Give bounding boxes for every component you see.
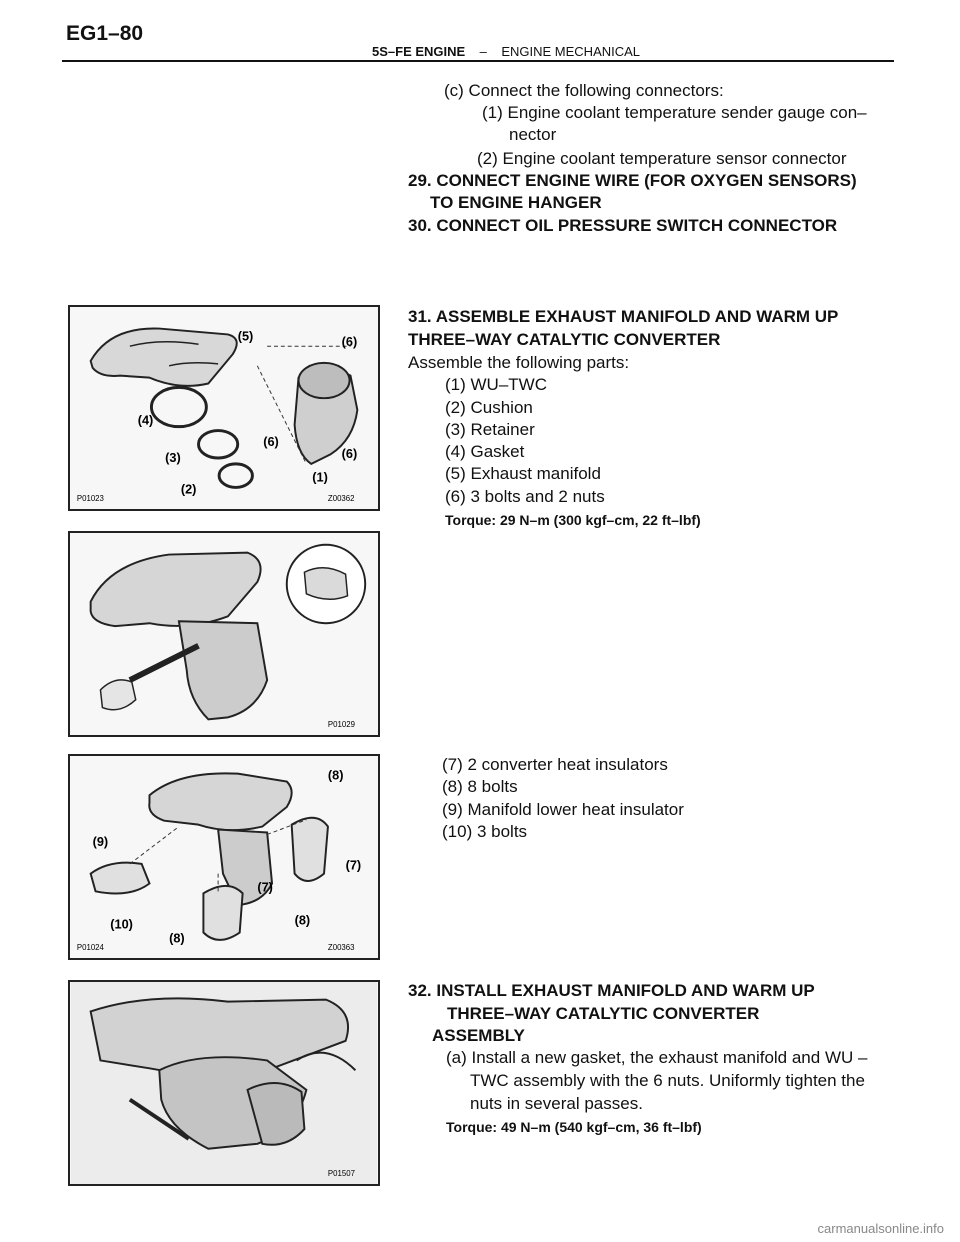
figure-code: P01507 bbox=[327, 1169, 355, 1179]
parts-item: (3) Retainer bbox=[445, 420, 535, 439]
callout-label: (5) bbox=[237, 328, 254, 344]
figure-code: Z00363 bbox=[327, 943, 355, 953]
callout-label: (8) bbox=[169, 930, 185, 946]
step-29-heading: 29. CONNECT ENGINE WIRE (FOR OXYGEN SENSORS) bbox=[408, 171, 857, 190]
torque-manifold-illustration bbox=[70, 533, 378, 735]
exploded-manifold-illustration bbox=[70, 307, 378, 509]
parts-item: (9) Manifold lower heat insulator bbox=[442, 800, 684, 819]
callout-label: (9) bbox=[92, 834, 109, 850]
callout-label: (6) bbox=[341, 446, 358, 462]
header-rule bbox=[62, 60, 894, 62]
callout-label: (2) bbox=[180, 481, 197, 497]
callout-label: (3) bbox=[165, 449, 181, 465]
callout-label: (7) bbox=[257, 879, 273, 895]
step-c-item1: (1) Engine coolant temperature sender gauge con– bbox=[482, 103, 867, 122]
torque-spec: Torque: 29 N–m (300 kgf–cm, 22 ft–lbf) bbox=[445, 512, 701, 528]
step-32-heading-cont2: ASSEMBLY bbox=[432, 1026, 525, 1045]
header-chapter bbox=[372, 44, 640, 59]
figure-installed-assembly bbox=[68, 980, 380, 1186]
chapter-name: 5S–FE ENGINE bbox=[372, 44, 466, 59]
parts-item: (8) 8 bolts bbox=[442, 777, 518, 796]
callout-label: (7) bbox=[345, 857, 362, 873]
page-code: EG1–80 bbox=[66, 22, 144, 45]
parts-item: (6) 3 bolts and 2 nuts bbox=[445, 487, 605, 506]
figure-heat-insulators bbox=[68, 754, 380, 960]
callout-label: (10) bbox=[110, 916, 133, 932]
step-32-heading-cont: THREE–WAY CATALYTIC CONVERTER bbox=[447, 1004, 760, 1023]
parts-item: (10) 3 bolts bbox=[442, 822, 528, 841]
parts-item: (1) WU–TWC bbox=[445, 375, 547, 394]
parts-item: (4) Gasket bbox=[445, 442, 525, 461]
header-separator: – bbox=[479, 44, 487, 59]
step-c-item2: (2) Engine coolant temperature sensor connector bbox=[477, 149, 847, 168]
callout-label: (8) bbox=[294, 912, 311, 928]
parts-item: (2) Cushion bbox=[445, 398, 533, 417]
step-32-a-cont: TWC assembly with the 6 nuts. Uniformly tighten the bbox=[470, 1071, 865, 1090]
figure-code: P01023 bbox=[76, 494, 104, 504]
callout-label: (6) bbox=[341, 334, 358, 350]
step-c-intro: (c) Connect the following connectors: bbox=[444, 81, 724, 100]
callout-label: (1) bbox=[312, 469, 328, 485]
parts-item: (5) Exhaust manifold bbox=[445, 464, 601, 483]
step-c-item1-cont: nector bbox=[509, 125, 557, 144]
parts-item: (7) 2 converter heat insulators bbox=[442, 755, 668, 774]
step-32-heading: 32. INSTALL EXHAUST MANIFOLD AND WARM UP bbox=[408, 981, 815, 1000]
heat-insulators-illustration bbox=[70, 756, 378, 958]
installed-assembly-illustration bbox=[70, 982, 378, 1184]
figure-torque-manifold bbox=[68, 531, 380, 737]
step-31-intro: Assemble the following parts: bbox=[408, 353, 630, 372]
step-30-heading: 30. CONNECT OIL PRESSURE SWITCH CONNECTOR bbox=[408, 216, 838, 235]
step-29-heading-cont: TO ENGINE HANGER bbox=[430, 193, 602, 212]
callout-label: (4) bbox=[137, 412, 154, 428]
step-32-a: (a) Install a new gasket, the exhaust manifold and WU – bbox=[446, 1048, 868, 1067]
step-32-a-cont2: nuts in several passes. bbox=[470, 1094, 643, 1113]
step-31-heading: 31. ASSEMBLE EXHAUST MANIFOLD AND WARM UP bbox=[408, 307, 839, 326]
callout-label: (6) bbox=[263, 434, 279, 450]
callout-label: (8) bbox=[327, 767, 344, 783]
watermark: carmanualsonline.info bbox=[817, 1221, 944, 1236]
step-31-heading-cont: THREE–WAY CATALYTIC CONVERTER bbox=[408, 330, 721, 349]
section-name: ENGINE MECHANICAL bbox=[501, 44, 641, 59]
figure-exploded-manifold bbox=[68, 305, 380, 511]
figure-code: Z00362 bbox=[327, 494, 355, 504]
figure-code: P01029 bbox=[327, 720, 355, 730]
torque-spec: Torque: 49 N–m (540 kgf–cm, 36 ft–lbf) bbox=[446, 1119, 702, 1135]
figure-code: P01024 bbox=[76, 943, 104, 953]
